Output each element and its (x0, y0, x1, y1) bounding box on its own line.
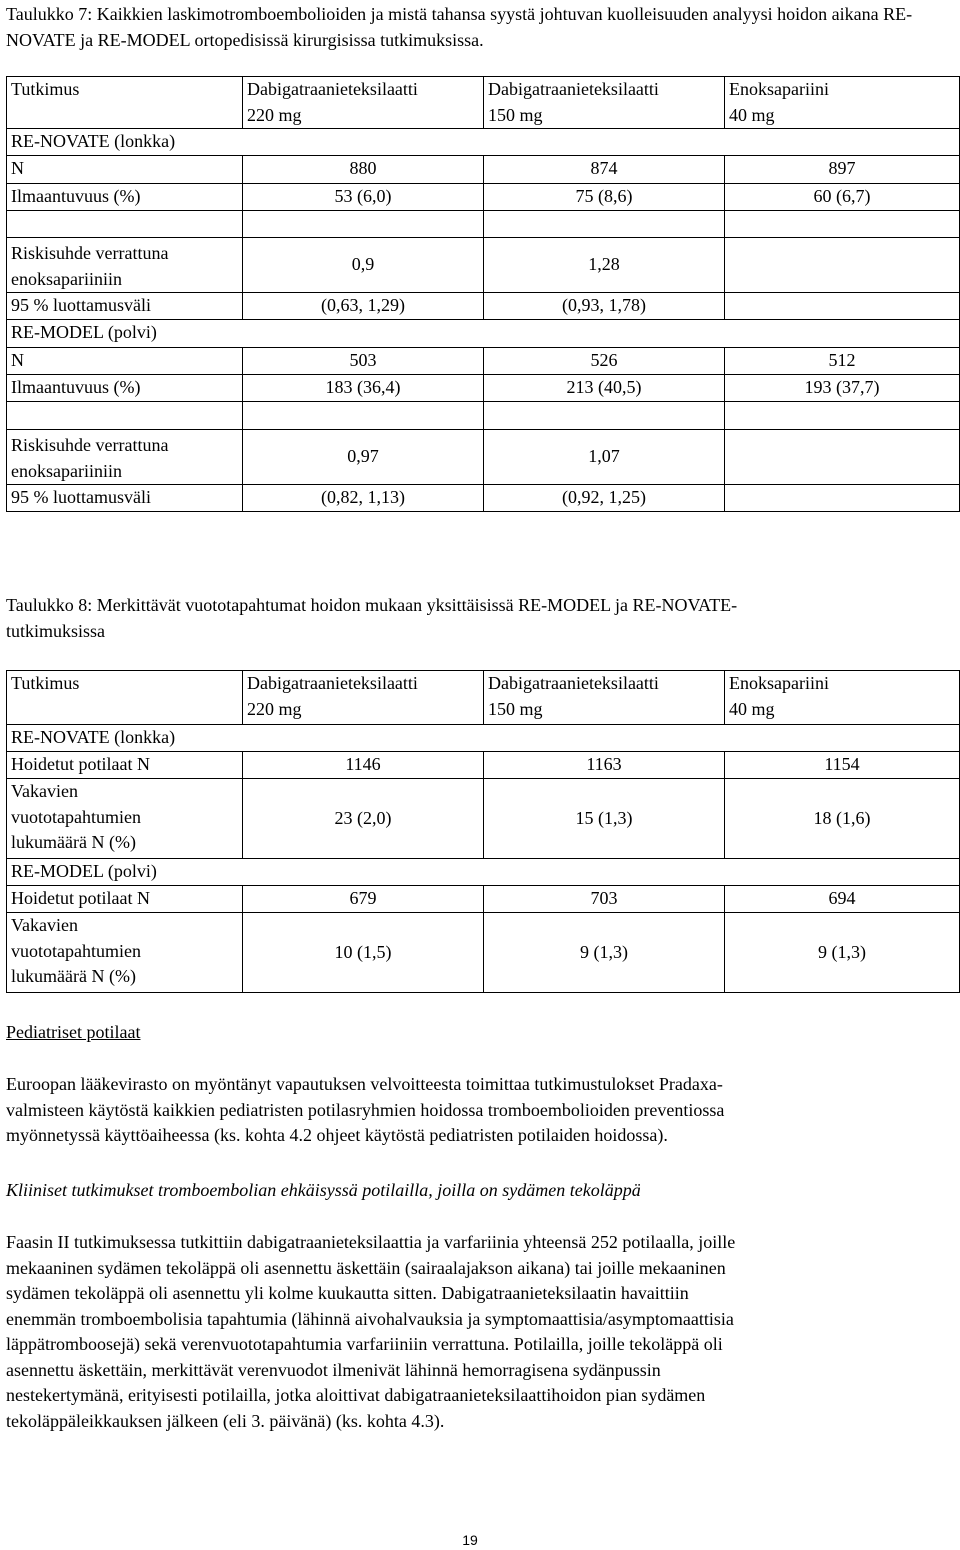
table-row (7, 348, 960, 375)
cell (725, 430, 960, 485)
table-row (7, 886, 960, 913)
cell: 23 (2,0) (243, 779, 484, 859)
cell: 75 (8,6) (484, 184, 725, 211)
cell: 18 (1,6) (725, 779, 960, 859)
cell: 1163 (484, 752, 725, 779)
table-row (7, 156, 960, 184)
header-dabigatran-220: Dabigatraanieteksilaatti 220 mg (243, 77, 484, 129)
table-7-header-row (7, 77, 960, 129)
cell: 0,97 (243, 430, 484, 485)
header-tutkimus: Tutkimus (7, 77, 243, 129)
cell: 183 (36,4) (243, 375, 484, 402)
table-row (7, 485, 960, 512)
cell (725, 485, 960, 512)
row-label: Vakavien vuototapahtumien lukumäärä N (%) (7, 913, 243, 993)
table-8-header-row (7, 671, 960, 725)
section-label-renovate: RE-NOVATE (lonkka) (7, 129, 960, 156)
row-label: N (7, 156, 243, 184)
pediatric-paragraph: Euroopan lääkevirasto on myöntänyt vapautuksen velvoitteesta toimittaa tutkimustulokset Pradaxa- valmisteen käytöstä kaikkien pediatristen potilasryhmien hoidossa tromboembolioiden preventiossa myönnetyssä käyttöaiheessa (ks. kohta 4.2 ohjeet käytöstä pediatristen potilaiden hoidossa). (6, 1074, 725, 1145)
table-8-caption: Taulukko 8: Merkittävät vuototapahtumat hoidon mukaan yksittäisissä RE-MODEL ja RE-NOVATE- tutkimuksissa (6, 595, 738, 641)
cell: (0,63, 1,29) (243, 293, 484, 320)
section-label-remodel: RE-MODEL (polvi) (7, 320, 960, 348)
cell: 1154 (725, 752, 960, 779)
header-tutkimus: Tutkimus (7, 671, 243, 725)
cell: 10 (1,5) (243, 913, 484, 993)
cell: 526 (484, 348, 725, 375)
cell: 880 (243, 156, 484, 184)
row-label: Riskisuhde verrattuna enoksapariiniin (7, 238, 243, 293)
cell: 874 (484, 156, 725, 184)
cell: 9 (1,3) (484, 913, 725, 993)
cell (7, 211, 243, 238)
cell (725, 238, 960, 293)
cell: 1,28 (484, 238, 725, 293)
table-row (7, 293, 960, 320)
cell (725, 211, 960, 238)
row-label: Riskisuhde verrattuna enoksapariiniin (7, 430, 243, 485)
header-enoxaparin: Enoksapariini 40 mg (725, 77, 960, 129)
row-label: Ilmaantuvuus (%) (7, 375, 243, 402)
header-dabigatran-220: Dabigatraanieteksilaatti 220 mg (243, 671, 484, 725)
cell: 679 (243, 886, 484, 913)
table-row (7, 913, 960, 993)
row-label: 95 % luottamusväli (7, 485, 243, 512)
cell: 694 (725, 886, 960, 913)
cell: 512 (725, 348, 960, 375)
table-row (7, 779, 960, 859)
row-label: 95 % luottamusväli (7, 293, 243, 320)
cell (243, 211, 484, 238)
header-dabigatran-150: Dabigatraanieteksilaatti 150 mg (484, 671, 725, 725)
table-row (7, 184, 960, 211)
row-label: Hoidetut potilaat N (7, 752, 243, 779)
cell: 1,07 (484, 430, 725, 485)
table-row (7, 129, 960, 156)
cell (243, 402, 484, 430)
cell: (0,82, 1,13) (243, 485, 484, 512)
cell (725, 293, 960, 320)
cell: 0,9 (243, 238, 484, 293)
table-row (7, 238, 960, 293)
cell (484, 402, 725, 430)
cell: (0,92, 1,25) (484, 485, 725, 512)
cell (725, 402, 960, 430)
header-dabigatran-150: Dabigatraanieteksilaatti 150 mg (484, 77, 725, 129)
table-row (7, 725, 960, 752)
cell: 1146 (243, 752, 484, 779)
pediatric-heading: Pediatriset potilaat (6, 1022, 141, 1042)
cell: 9 (1,3) (725, 913, 960, 993)
page-number: 19 (462, 1532, 478, 1548)
cell: 503 (243, 348, 484, 375)
table-row (7, 430, 960, 485)
header-enoxaparin: Enoksapariini 40 mg (725, 671, 960, 725)
row-label: N (7, 348, 243, 375)
valve-paragraph: Faasin II tutkimuksessa tutkittiin dabigatraanieteksilaattia ja varfariinia yhteensä 252 potilaalla, joille mekaaninen sydämen tekoläppä oli asennettu äskettäin (sairaalajakson aikana) tai joille mekaaninen sydämen tekoläppä oli asennettu yli kolme kuukautta sitten. Dabigatraanieteksilaatin havaittiin enemmän tromboembolisia tapahtumia (lähinnä aivohalvauksia ja symptomaattisia/asymptomaattisia läppätromboosejä) sekä verenvuototapahtumia varfariiniin verrattuna. Potilailla, joille tekoläppä oli asennettu äskettäin, merkittävät verenvuodot ilmenivät lähinnä hemorragisena sydänpussin nestekertymänä, erityisesti potilailla, jotka aloittivat dabigatraanieteksilaattihoidon pian sydämen tekoläppäleikkauksen jälkeen (eli 3. päivänä) (ks. kohta 4.3). (6, 1232, 736, 1431)
row-label: Hoidetut potilaat N (7, 886, 243, 913)
table-row-empty (7, 402, 960, 430)
cell: (0,93, 1,78) (484, 293, 725, 320)
cell (484, 211, 725, 238)
cell: 15 (1,3) (484, 779, 725, 859)
table-8 (6, 670, 960, 993)
cell: 703 (484, 886, 725, 913)
section-label-remodel: RE-MODEL (polvi) (7, 859, 960, 886)
section-label-renovate: RE-NOVATE (lonkka) (7, 725, 960, 752)
table-7 (6, 76, 960, 512)
table-row (7, 859, 960, 886)
row-label: Vakavien vuototapahtumien lukumäärä N (%) (7, 779, 243, 859)
table-row (7, 320, 960, 348)
cell: 897 (725, 156, 960, 184)
table-row-empty (7, 211, 960, 238)
valve-heading: Kliiniset tutkimukset tromboembolian ehkäisyssä potilailla, joilla on sydämen tekoläppä (6, 1180, 641, 1200)
table-row (7, 752, 960, 779)
table-7-caption: Taulukko 7: Kaikkien laskimotromboembolioiden ja mistä tahansa syystä johtuvan kuolleisuuden analyysi hoidon aikana RE-NOVATE ja RE-MODEL ortopedisissä kirurgisissa tutkimuksissa. (6, 4, 913, 50)
cell: 193 (37,7) (725, 375, 960, 402)
row-label: Ilmaantuvuus (%) (7, 184, 243, 211)
cell: 213 (40,5) (484, 375, 725, 402)
cell: 60 (6,7) (725, 184, 960, 211)
table-row (7, 375, 960, 402)
cell: 53 (6,0) (243, 184, 484, 211)
cell (7, 402, 243, 430)
